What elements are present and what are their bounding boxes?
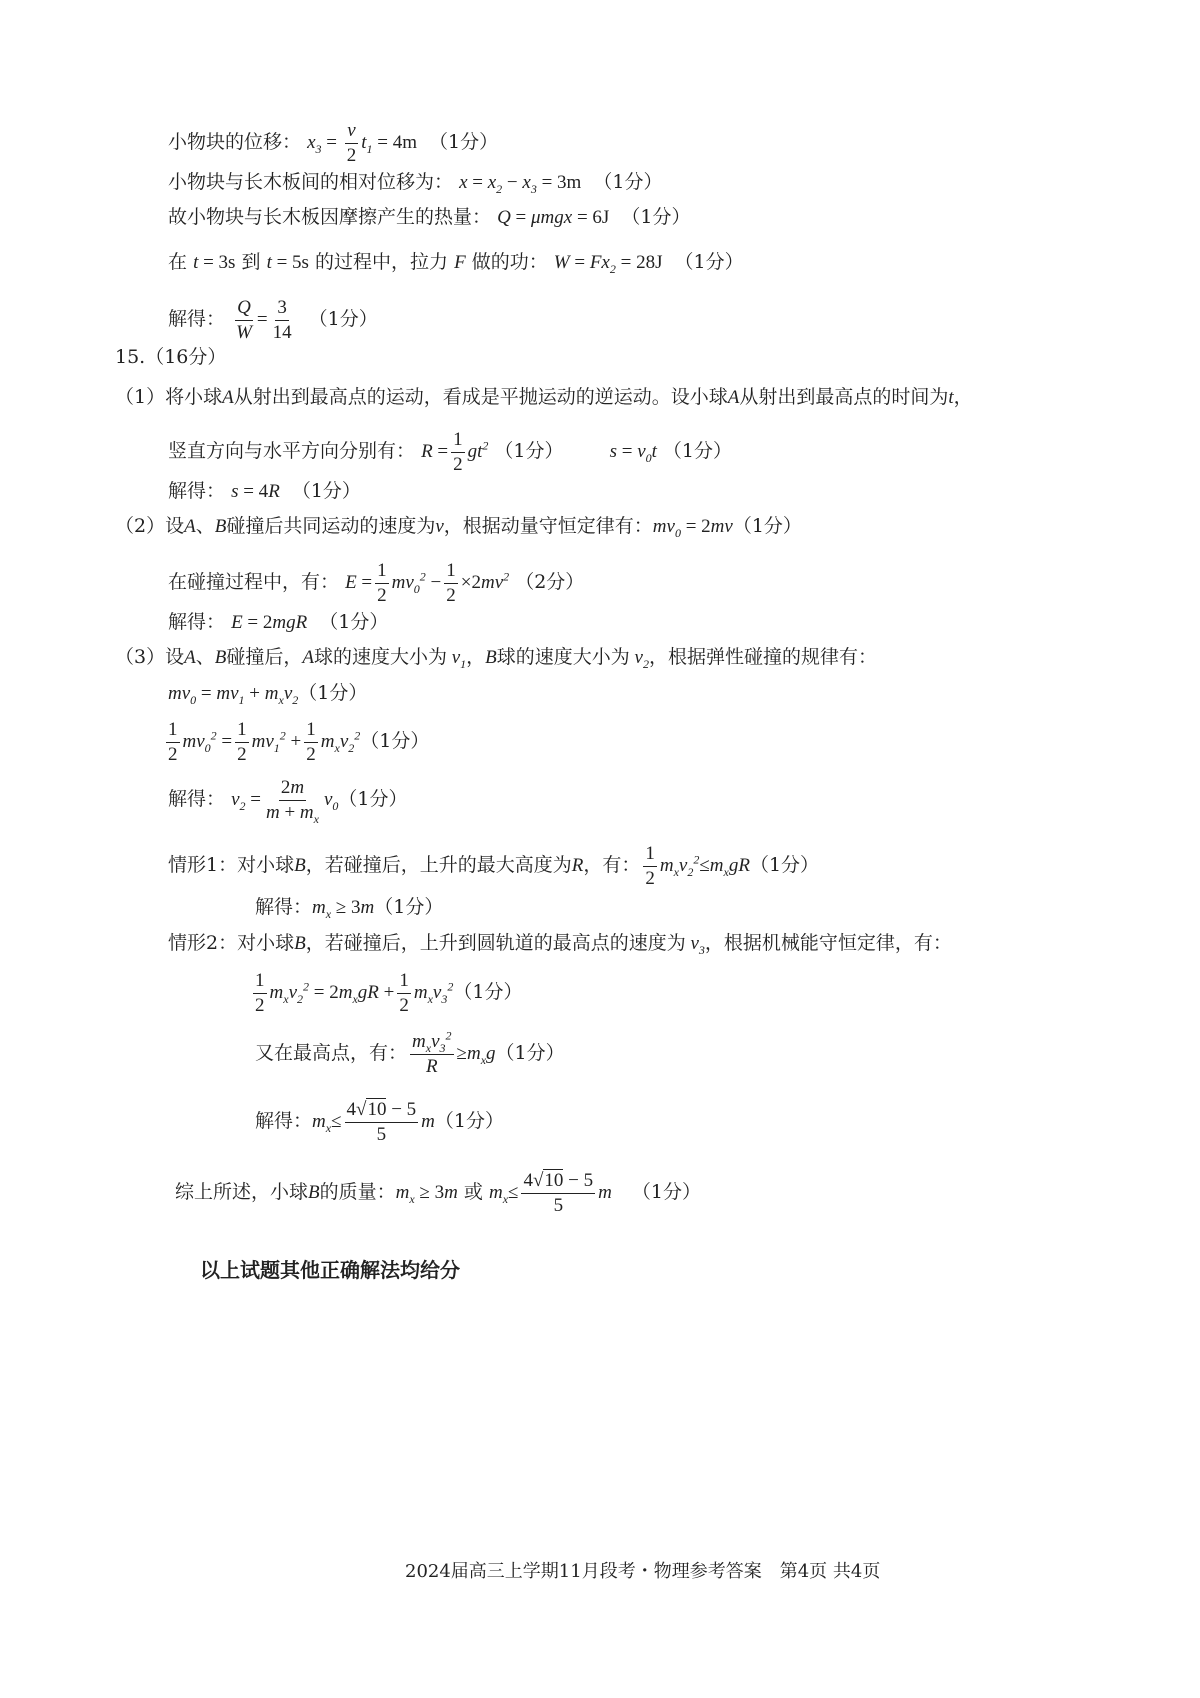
grading-note: 以上试题其他正确解法均给分	[200, 1258, 460, 1282]
displacement-line	[168, 121, 498, 166]
part-3-line: （3）设A、B碰撞后，A球的速度大小为 $v_1$，B球的速度大小为 $v_2$，根据弹性碰撞的规律有：	[115, 646, 877, 671]
ratio-formula: $\frac{Q}{W}$ = $\frac{3}{14}$	[236, 297, 292, 343]
case-2-line: 情形2：对小球B，若碰撞后，上升到圆轨道的最高点的速度为 $v_3$，根据机械能守恒定律，有：	[168, 932, 952, 957]
score-mark: （1分）	[308, 307, 378, 330]
part-1-solution: 解得： s = 4R （1分）	[168, 480, 361, 502]
part-3-solution: 解得： $v_2$ = $\frac{2m}{m + m_x}$ $v_0(1$分）	[168, 777, 408, 826]
relative-displacement-label: 小物块与长木板间的相对位移为：	[168, 171, 454, 193]
score-mark: （1分）	[593, 171, 663, 193]
ratio-line: 解得： $\frac{Q}{W}$ = $\frac{3}{14}$ （1分）	[168, 297, 378, 343]
heat-line	[168, 208, 690, 227]
question-15-title: 15.（16分）	[115, 346, 227, 368]
score-mark: （1分）	[621, 206, 691, 228]
displacement-formula: $x_3$ = $\frac{v}{2}$ $t_1 = 4m$	[307, 120, 417, 166]
part-2-solution: 解得： E = 2mgR （1分）	[168, 611, 389, 633]
case-1-solution: 解得：$m_x \ge 3m(1$分）	[255, 896, 444, 921]
summary-line: 综上所述，小球B的质量：$m_x \ge 3m$ 或 $m_x\le$ $\frac{4√10 - 5}{5}$ m （1分）	[175, 1170, 701, 1216]
score-mark: （1分）	[429, 130, 499, 153]
relative-displacement-formula: $x = x_2 - x_3 = 3m$	[459, 172, 582, 196]
part-2-line: （2）设A、B碰撞后共同运动的速度为v，根据动量守恒定律有：$mv_0 = 2mv(1$分）	[115, 515, 802, 540]
case-2-top-condition: 又在最高点，有： $\frac{m_xv_3^2}{R}$ $\ge m_xg(1$分）	[255, 1028, 565, 1077]
heat-formula: Q = μmgx = 6J	[497, 207, 610, 228]
part-3-momentum: $mv_0 = mv_1 + m_xv_2(1$分）	[168, 682, 368, 707]
work-formula: $W = Fx_2 = 28J$	[553, 252, 663, 276]
part-3-energy: $\frac{1}{2}$ $mv_0^2$ = $\frac{1}{2}$ $mv_1^2$ + $\frac{1}{2}$ $m_xv_2^2(1$分）	[168, 719, 430, 765]
page-footer: 2024届高三上学期11月段考・物理参考答案 第4页 共4页	[405, 1561, 881, 1582]
part-1-line: （1）将小球A从射出到最高点的运动，看成是平抛运动的逆运动。设小球A从射出到最高点的时间为t，	[115, 386, 973, 408]
case-2-energy: $\frac{1}{2}$ $m_xv_2^2 = 2m_xgR$ + $\frac{1}{2}$ $m_xv_3^2(1$分）	[255, 970, 523, 1016]
case-1-line: 情形1：对小球B，若碰撞后，上升的最大高度为R，有： $\frac{1}{2}$ $m_xv_2^2\le m_xgR(1$分）	[168, 843, 820, 889]
part-1-equations: 竖直方向与水平方向分别有： R = $\frac{1}{2}$ $gt^2$ （1分） $s = v_0t$ （1分）	[168, 429, 732, 475]
heat-label: 故小物块与长木板因摩擦产生的热量：	[168, 206, 492, 228]
work-line: 在 t = 3s 到 t = 5s 的过程中，拉力 F 做的功： $W = Fx_2 = 28J$ （1分）	[168, 251, 744, 276]
relative-displacement-line	[168, 171, 663, 196]
part-2-energy: 在碰撞过程中，有： E = $\frac{1}{2}$ $mv_0^2$ − $\frac{1}{2}$ $\times 2mv^2$ （2分）	[168, 560, 585, 606]
displacement-label: 小物块的位移：	[168, 130, 302, 153]
score-mark: （1分）	[674, 251, 744, 273]
case-2-solution: 解得：$m_x\le$ $\frac{4√10 - 5}{5}$ m（1分）	[255, 1099, 504, 1145]
